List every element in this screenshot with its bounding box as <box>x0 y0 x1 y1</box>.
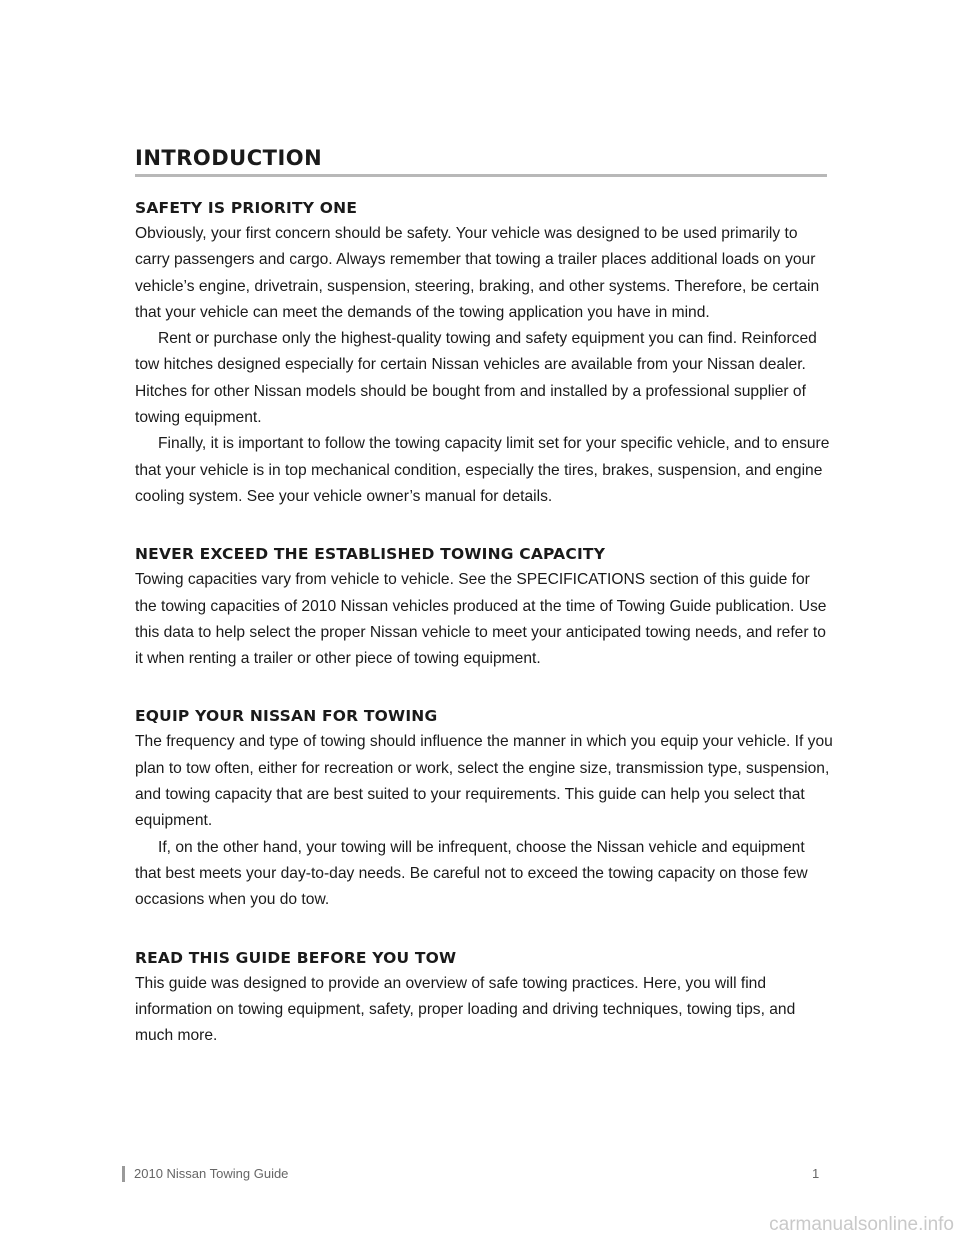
paragraph: If, on the other hand, your towing will be infrequent, choose the Nissan vehicle and equipment that best meets your day-to-day needs. Be careful not to exceed the towing capacity on those few occasions when you do tow. <box>135 838 808 909</box>
section-heading: SAFETY IS PRIORITY ONE <box>135 199 358 217</box>
section-equip-nissan <box>135 705 835 913</box>
paragraph: Obviously, your first concern should be safety. Your vehicle was designed to be used primarily to carry passengers and cargo. Always remember that towing a trailer places additional loads on your vehicle’s engine, drivetrain, suspension, steering, braking, and other systems. Therefore, be certain that your vehicle can meet the demands of the towing application you have in mind. <box>135 225 820 321</box>
footer-accent-bar <box>122 1166 125 1182</box>
paragraph: Rent or purchase only the highest-quality towing and safety equipment you can find. Reinforced tow hitches designed especially for certain Nissan vehicles are available from your Nissan dealer. Hitches for other Nissan models should be bought from and installed by a professional supplier of towing equipment. <box>135 330 817 427</box>
section-heading: NEVER EXCEED THE ESTABLISHED TOWING CAPACITY <box>135 545 606 564</box>
paragraph: This guide was designed to provide an overview of safe towing practices. Here, you will find information on towing equipment, safety, proper loading and driving techniques, towing tips, and much more. <box>135 974 796 1045</box>
section-read-guide <box>135 947 835 1050</box>
section-towing-capacity <box>135 543 835 672</box>
title-divider <box>135 174 827 177</box>
paragraph: Towing capacities vary from vehicle to vehicle. See the SPECIFICATIONS section of this guide for the towing capacities of 2010 Nissan vehicles produced at the time of Towing Guide publication. Use this data to help select the proper Nissan vehicle to meet your anticipated towing needs, and refer to it when renting a trailer or other piece of towing equipment. <box>135 571 827 668</box>
footer-page-number: 1 <box>812 1166 820 1181</box>
footer-guide-name: 2010 Nissan Towing Guide <box>134 1166 289 1181</box>
page-content <box>135 197 835 1082</box>
section-heading: EQUIP YOUR NISSAN FOR TOWING <box>135 707 438 726</box>
page-title: INTRODUCTION <box>135 146 323 170</box>
paragraph: Finally, it is important to follow the towing capacity limit set for your specific vehicle, and to ensure that your vehicle is in top mechanical condition, especially the tires, brakes, suspension, and engine cooling system. See your vehicle owner’s manual for details. <box>135 435 830 505</box>
paragraph: The frequency and type of towing should influence the manner in which you equip your vehicle. If you plan to tow often, either for recreation or work, select the engine size, transmission type, suspension, and towing capacity that are best suited to your requirements. This guide can help you select that equipment. <box>135 733 833 830</box>
watermark: carmanualsonline.info <box>769 1214 954 1235</box>
section-heading: READ THIS GUIDE BEFORE YOU TOW <box>135 948 457 967</box>
section-safety-priority <box>135 197 835 510</box>
